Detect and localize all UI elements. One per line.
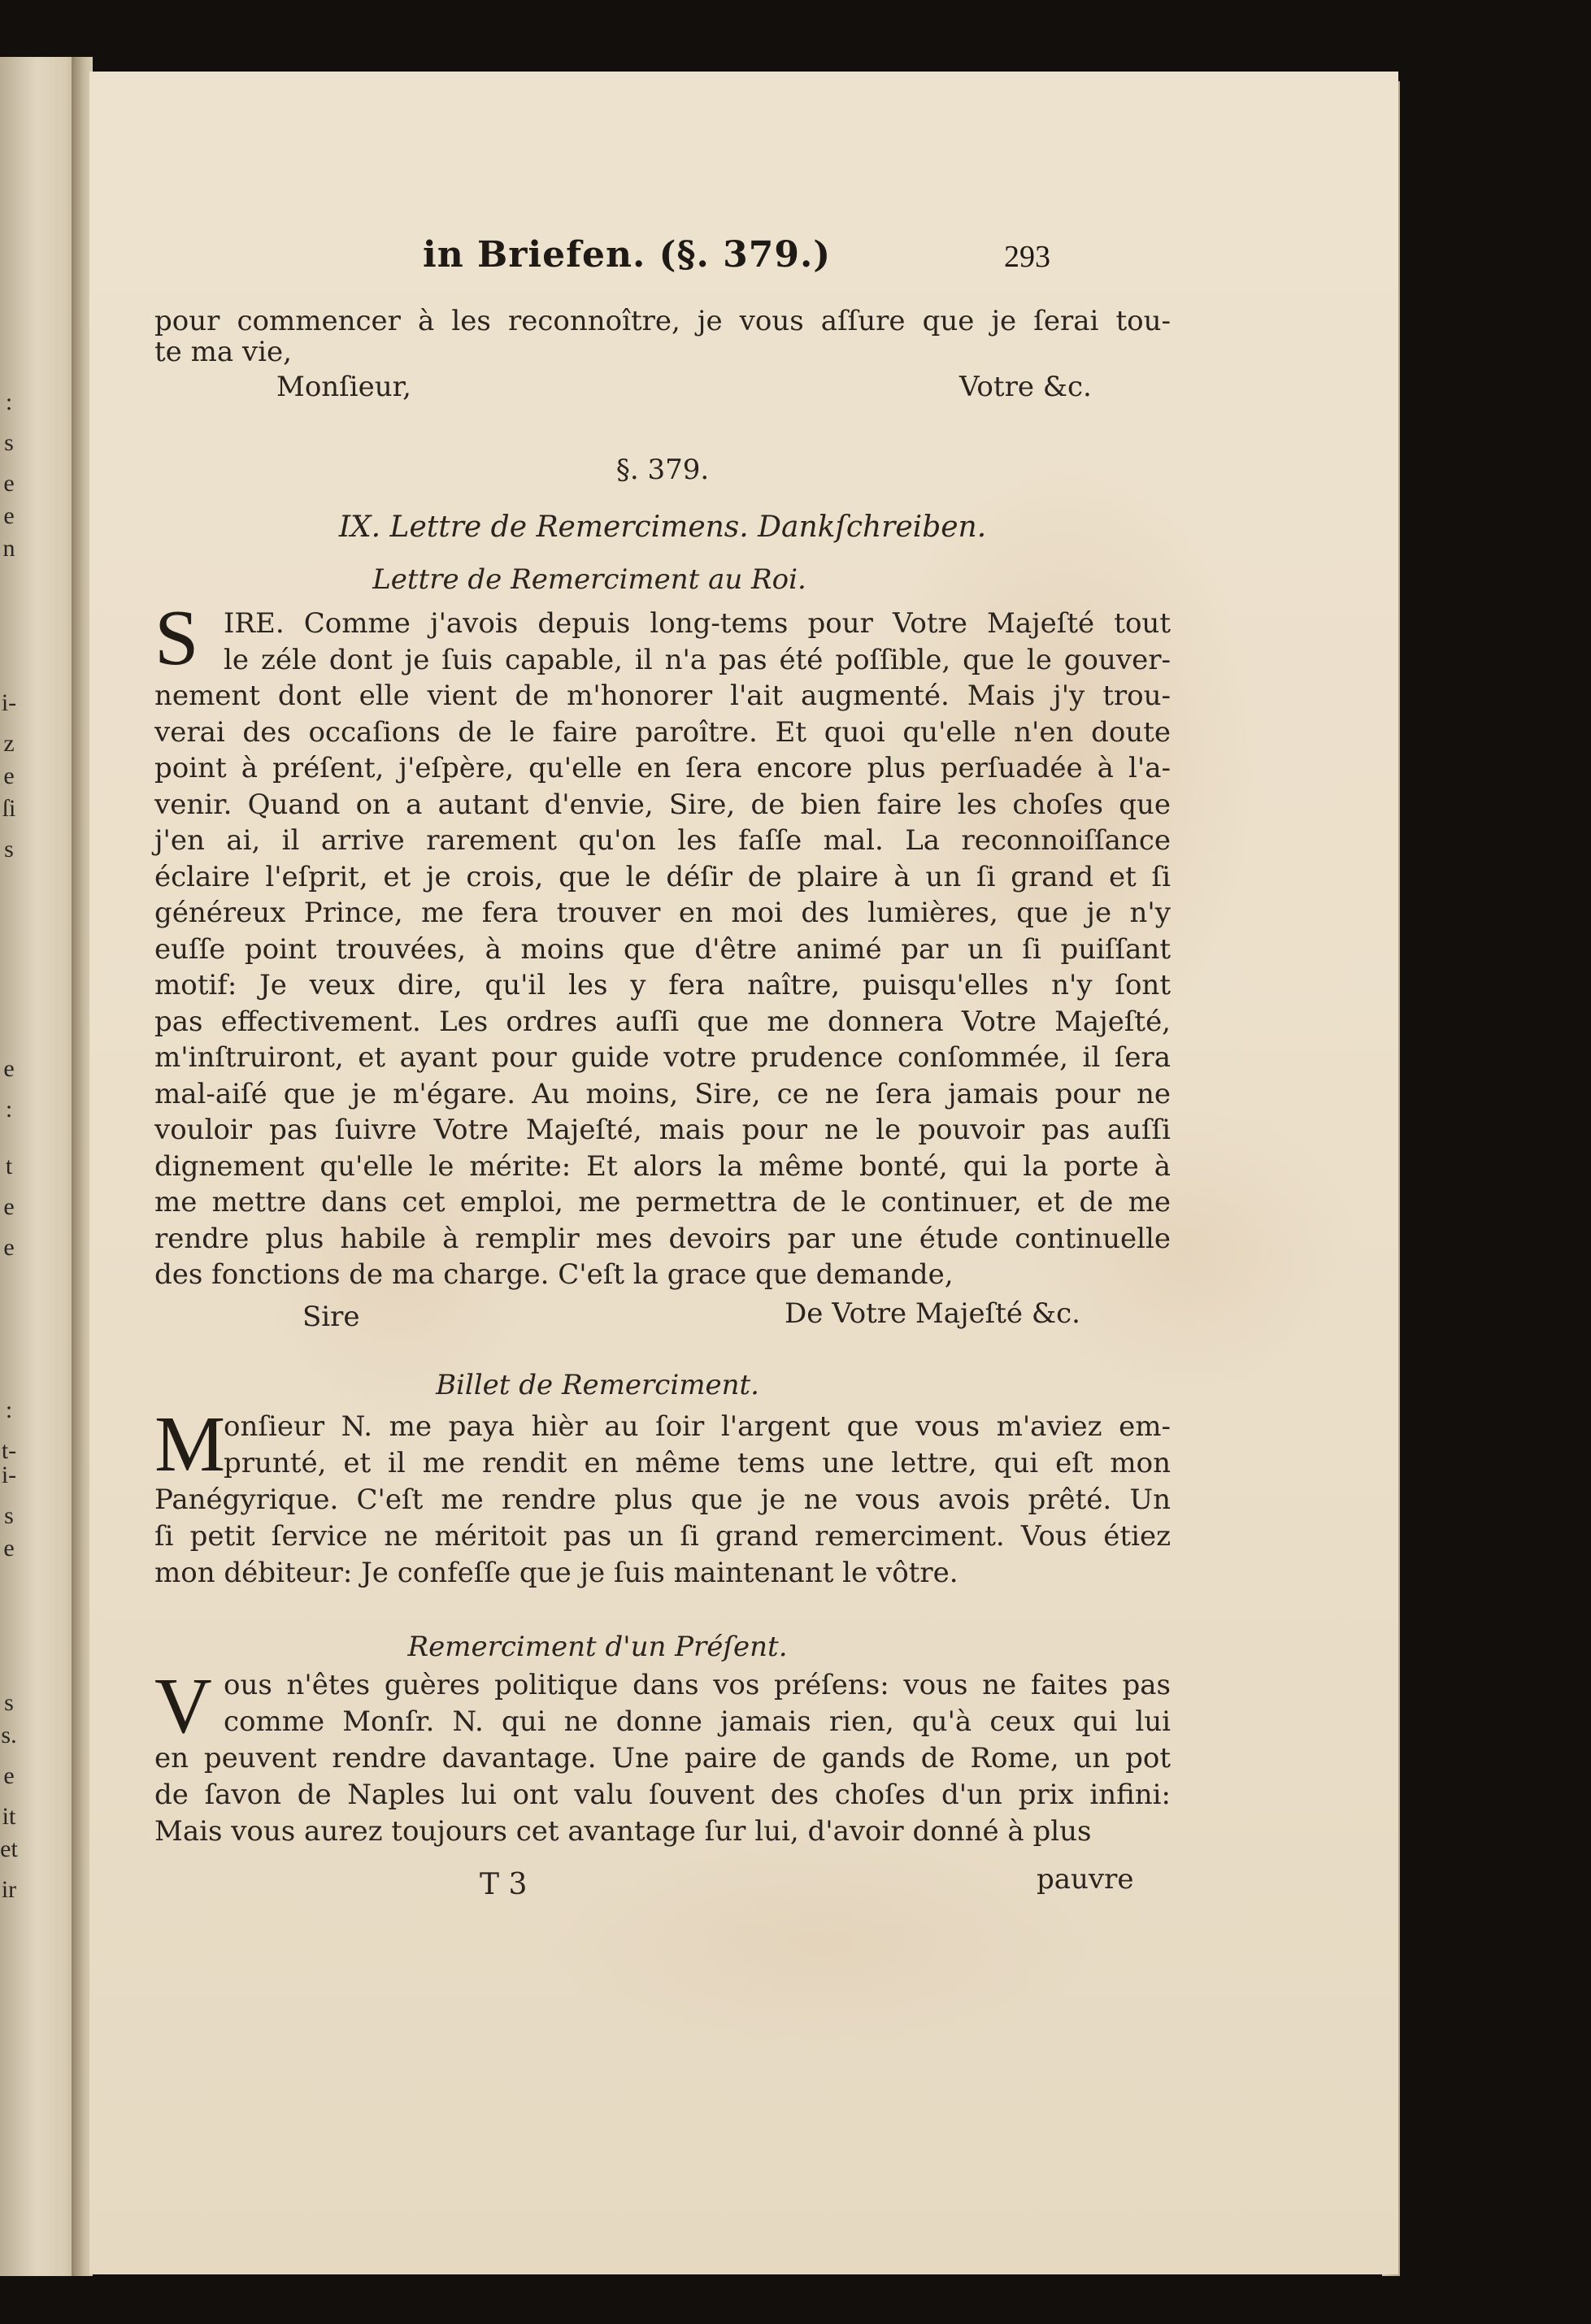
facing-page-fragment: z xyxy=(3,730,15,757)
text-line: pas effectivement. Les ordres auſſi que me donnera Votre Majeſté, xyxy=(154,1005,1171,1038)
present-title: Remerciment d'un Préſent. xyxy=(407,1631,788,1663)
facing-page-fragment: i- xyxy=(1,689,17,716)
text-line: comme Monſr. N. qui ne donne jamais rien, qu'à ceux qui lui xyxy=(224,1705,1171,1738)
running-head: in Briefen. (§. 379.) xyxy=(423,234,832,276)
facing-page-fragment: s xyxy=(4,1502,14,1529)
text-line: Mais vous aurez toujours cet avantage ſur lui, d'avoir donné à plus xyxy=(154,1815,1092,1848)
text-line: mon débiteur: Je confeſſe que je ſuis maintenant le vôtre. xyxy=(154,1557,959,1589)
text-line: prunté, et il me rendit en même tems une lettre, qui eſt mon xyxy=(224,1447,1171,1479)
facing-page-fragment: : xyxy=(5,1397,13,1423)
signature-mark: T 3 xyxy=(480,1868,528,1901)
text-line: point à préſent, j'eſpère, qu'elle en ſera encore plus perſuadée à l'a- xyxy=(154,752,1171,784)
facing-page-fragment: t xyxy=(5,1153,13,1179)
facing-page-fragment: e xyxy=(3,1762,15,1789)
drop-cap: V xyxy=(154,1662,212,1750)
text-line: nement dont elle vient de m'honorer l'ait augmenté. Mais j'y trou- xyxy=(154,680,1171,712)
facing-page-fragment: i- xyxy=(1,1462,17,1488)
facing-page-fragment: it xyxy=(2,1803,16,1830)
text-line: généreux Prince, me fera trouver en moi des lumières, que je n'y xyxy=(154,897,1171,929)
facing-page-fragment: ſi xyxy=(2,795,16,822)
facing-page-fragment: : xyxy=(5,389,13,415)
text-line: vouloir pas ſuivre Votre Majeſté, mais pour ne le pouvoir pas auſſi xyxy=(154,1114,1171,1146)
text-line: rendre plus habile à remplir mes devoirs par une étude continuelle xyxy=(154,1222,1171,1255)
salutation: Sire xyxy=(302,1301,360,1333)
facing-page-fragment: e xyxy=(3,1193,15,1220)
text-line: IRE. Comme j'avois depuis long-tems pour Votre Majeſté tout xyxy=(224,607,1171,640)
facing-page-fragment: t- xyxy=(1,1437,17,1464)
text-line: des fonctions de ma charge. C'eſt la grace que demande, xyxy=(154,1258,954,1291)
facing-page-fragment: e xyxy=(3,502,15,529)
catchword: pauvre xyxy=(1037,1863,1134,1896)
facing-page-fragment: e xyxy=(3,1234,15,1261)
text-line: ous n'êtes guères politique dans vos préſens: vous ne faites pas xyxy=(224,1669,1171,1701)
text-line: de ſavon de Naples lui ont valu ſouvent des choſes d'un prix infini: xyxy=(154,1779,1171,1811)
letter-title: Lettre de Remerciment au Roi. xyxy=(372,563,806,596)
facing-page-fragment: e xyxy=(3,470,15,497)
facing-page-fragment: s. xyxy=(1,1722,17,1748)
text-line: j'en ai, il arrive rarement qu'on les faſſe mal. La reconnoiſſance xyxy=(154,824,1171,857)
text-line: le zéle dont je ſuis capable, il n'a pas été poſſible, que le gouver- xyxy=(224,643,1171,676)
facing-page-fragment: e xyxy=(3,762,15,789)
text-line: ſi petit ſervice ne méritoit pas un ſi grand remerciment. Vous étiez xyxy=(154,1520,1171,1553)
facing-page-fragment: : xyxy=(5,1096,13,1123)
text-line: Panégyrique. C'eſt me rendre plus que je ne vous avois prêté. Un xyxy=(154,1483,1171,1516)
text-line: te ma vie, xyxy=(154,336,292,368)
section-title: IX. Lettre de Remercimens. Dankſchreiben. xyxy=(338,510,987,544)
text-line: verai des occaſions de le faire paroître. Et quoi qu'elle n'en doute xyxy=(154,715,1171,749)
facing-page-fragment: e xyxy=(3,1055,15,1082)
text-line: éclaire l'eſprit, et je crois, que le déſir de plaire à un ſi grand et ſi xyxy=(154,860,1171,893)
section-number: §. 379. xyxy=(615,454,710,486)
salutation: Monſieur, xyxy=(276,371,411,403)
drop-cap: S xyxy=(154,594,199,682)
text-line: m'inſtruiront, et ayant pour guide votre prudence conſommée, il ſera xyxy=(154,1041,1171,1074)
closing: Votre &c. xyxy=(959,371,1092,403)
facing-page-fragment: et xyxy=(0,1835,18,1862)
facing-page-fragment: ir xyxy=(1,1876,17,1903)
facing-page-fragment: s xyxy=(4,836,14,862)
facing-page-fragment: n xyxy=(2,535,15,562)
text-line: motif: Je veux dire, qu'il les y fera naître, puisqu'elles n'y ſont xyxy=(154,969,1171,1001)
text-line: en peuvent rendre davantage. Une paire de gands de Rome, un pot xyxy=(154,1742,1171,1774)
drop-cap: M xyxy=(154,1401,226,1488)
facing-page-edge xyxy=(0,57,81,2276)
text-line: onſieur N. me paya hièr au ſoir l'argent que vous m'aviez em- xyxy=(224,1410,1171,1443)
billet-title: Billet de Remerciment. xyxy=(436,1369,759,1401)
text-line: venir. Quand on a autant d'envie, Sire, de bien faire les choſes que xyxy=(154,788,1171,821)
facing-page-fragment: s xyxy=(4,1689,14,1716)
facing-page-fragment: e xyxy=(3,1535,15,1562)
facing-page-fragment: s xyxy=(4,429,14,456)
text-line: euſſe point trouvées, à moins que d'être animé par un ſi puiſſant xyxy=(154,932,1171,966)
closing: De Votre Majeſté &c. xyxy=(785,1297,1080,1330)
text-line: mal-aiſé que je m'égare. Au moins, Sire, ce ne ſera jamais pour ne xyxy=(154,1077,1171,1110)
text-line: dignement qu'elle le mérite: Et alors la même bonté, qui la porte à xyxy=(154,1149,1171,1183)
text-line: me mettre dans cet emploi, me permettra de le continuer, et de me xyxy=(154,1186,1171,1218)
text-line: pour commencer à les reconnoître, je vous aſſure que je ſerai tou- xyxy=(154,305,1171,337)
book-page xyxy=(89,72,1398,2274)
page-number: 293 xyxy=(1004,240,1050,274)
